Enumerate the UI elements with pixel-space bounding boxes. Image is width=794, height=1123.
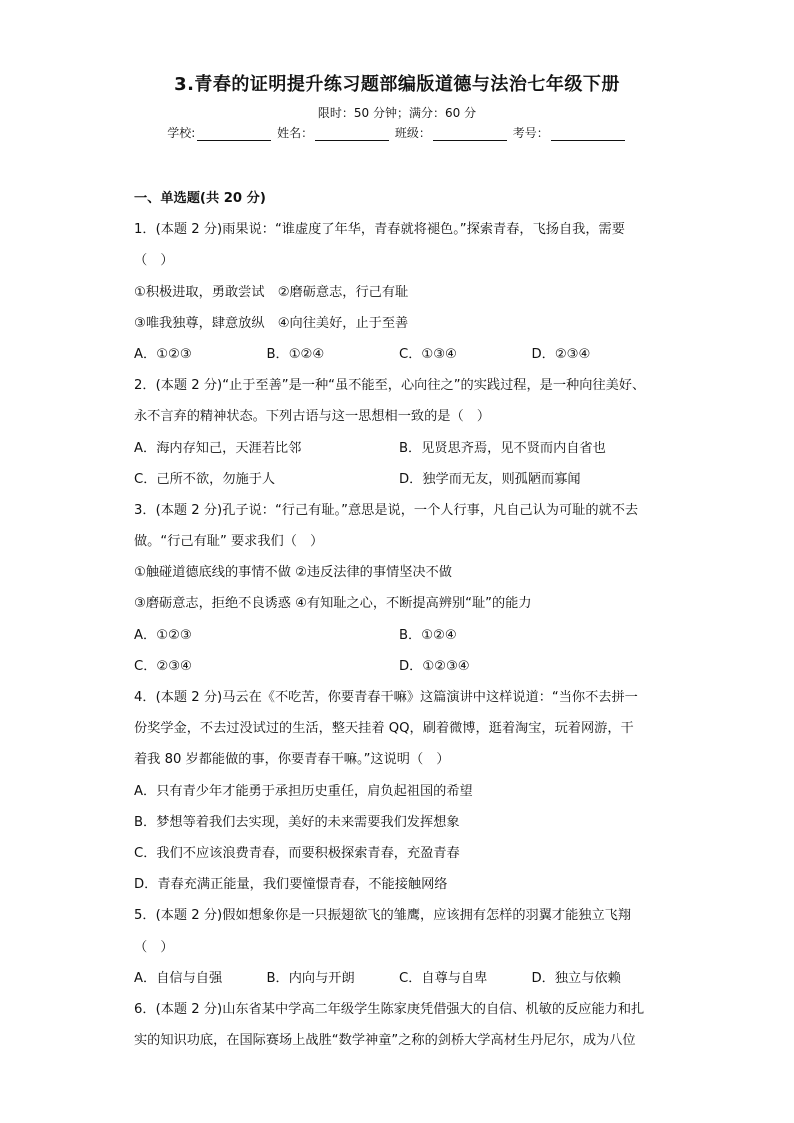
q1-option-c: C．①③④ xyxy=(399,346,457,362)
q2-option-a: A．海内存知己，天涯若比邻 xyxy=(134,440,302,456)
q2-options-row2 xyxy=(134,464,664,495)
q3-options-row2 xyxy=(134,651,664,682)
q3-item-line1: ①触碰道德底线的事情不做 ②违反法律的事情坚决不做 xyxy=(134,565,452,581)
q4-stem-line1: 4．(本题 2 分)马云在《不吃苦，你要青春干嘛》这篇演讲中这样说道：“当你不去拼一 xyxy=(134,690,638,705)
q4-option-c: C．我们不应该浪费青春，而要积极探索青春，充盈青春 xyxy=(134,845,460,861)
name-label: 姓名： xyxy=(277,126,314,140)
q6-stem-line2: 实的知识功底，在国际赛场上战胜“数学神童”之称的剑桥大学高材生丹尼尔，成为八位 xyxy=(134,1033,636,1049)
q2-option-d: D．独学而无友，则孤陋而寡闻 xyxy=(399,471,581,487)
q3-stem-line2: 做。“行己有耻” 要求我们（ ） xyxy=(134,534,324,550)
q4-stem-line3: 着我 80 岁都能做的事，你要青春干嘛。”这说明（ ） xyxy=(134,752,450,768)
q3-item-line2: ③磨砺意志，拒绝不良诱惑 ④有知耻之心，不断提高辨别“耻”的能力 xyxy=(134,596,532,612)
q2-option-b: B．见贤思齐焉，见不贤而内自省也 xyxy=(399,440,606,456)
q2-option-c: C．己所不欲，勿施于人 xyxy=(134,471,276,487)
q5-option-a: A．自信与自强 xyxy=(134,970,223,986)
q5-option-b: B．内向与开朗 xyxy=(266,970,355,986)
q6-stem-line1: 6．(本题 2 分)山东省某中学高二年级学生陈家庚凭借强大的自信、机敏的反应能力和扎 xyxy=(134,1001,645,1017)
class-blank xyxy=(433,128,507,141)
q3-option-a: A．①②③ xyxy=(134,627,192,643)
q1-item-line2: ③唯我独尊，肆意放纵 ④向往美好，止于至善 xyxy=(134,315,409,331)
q4-stem-line2: 份奖学金，不去过没试过的生活，整天挂着 QQ，刷着微博，逛着淘宝，玩着网游，干 xyxy=(134,721,634,737)
school-blank xyxy=(197,128,271,141)
q1-option-a: A．①②③ xyxy=(134,346,192,362)
page-title: 3.青春的证明提升练习题部编版道德与法治七年级下册 xyxy=(174,74,620,95)
q1-option-b: B．①②④ xyxy=(266,346,325,362)
student-info-row xyxy=(0,124,794,141)
q5-stem-line2: （ ） xyxy=(134,939,174,955)
q1-options xyxy=(134,339,664,370)
q1-stem-line1: 1．(本题 2 分)雨果说：“谁虚度了年华，青春就将褪色。”探索青春，飞扬自我，需要 xyxy=(134,222,625,238)
questions-content xyxy=(134,183,664,1056)
q5-stem-line1: 5．(本题 2 分)假如想象你是一只振翅欲飞的雏鹰，应该拥有怎样的羽翼才能独立飞翔 xyxy=(134,908,632,924)
exam-number-label: 考号： xyxy=(512,126,549,140)
name-blank xyxy=(315,128,389,141)
q4-option-b: B．梦想等着我们去实现，美好的未来需要我们发挥想象 xyxy=(134,814,460,830)
q2-stem-line2: 永不言弃的精神状态。下列古语与这一思想相一致的是（ ） xyxy=(134,409,491,425)
q3-option-b: B．①②④ xyxy=(399,627,457,643)
section-heading: 一、单选题(共 20 分) xyxy=(134,191,266,206)
q2-stem-line1: 2．(本题 2 分)“止于至善”是一种“虽不能至，心向往之”的实践过程，是一种向往美好、 xyxy=(134,378,646,394)
q3-option-c: C．②③④ xyxy=(134,658,192,674)
q3-option-d: D．①②③④ xyxy=(399,658,470,674)
q3-stem-line1: 3．(本题 2 分)孔子说：“行己有耻。”意思是说，一个人行事，凡自己认为可耻的就不去 xyxy=(134,502,639,518)
school-label: 学校: xyxy=(167,126,196,140)
q4-option-d: D．青春充满正能量，我们要憧憬青春，不能接触网络 xyxy=(134,877,448,893)
class-label: 班级： xyxy=(394,126,431,140)
q1-item-line1: ①积极进取，勇敢尝试 ②磨砺意志，行己有耻 xyxy=(134,284,409,300)
q5-option-c: C．自尊与自卑 xyxy=(399,970,488,986)
q2-options-row1 xyxy=(134,433,664,464)
q1-option-d: D．②③④ xyxy=(531,346,591,362)
exam-number-blank xyxy=(551,128,625,141)
q5-option-d: D．独立与依赖 xyxy=(531,970,621,986)
time-score-info: 限时：50 分钟；满分：60 分 xyxy=(317,106,477,120)
q5-options xyxy=(134,963,664,994)
q3-options-row1 xyxy=(134,620,664,651)
q1-stem-line2: （ ） xyxy=(134,253,174,269)
q4-option-a: A．只有青少年才能勇于承担历史重任，肩负起祖国的希望 xyxy=(134,783,473,799)
